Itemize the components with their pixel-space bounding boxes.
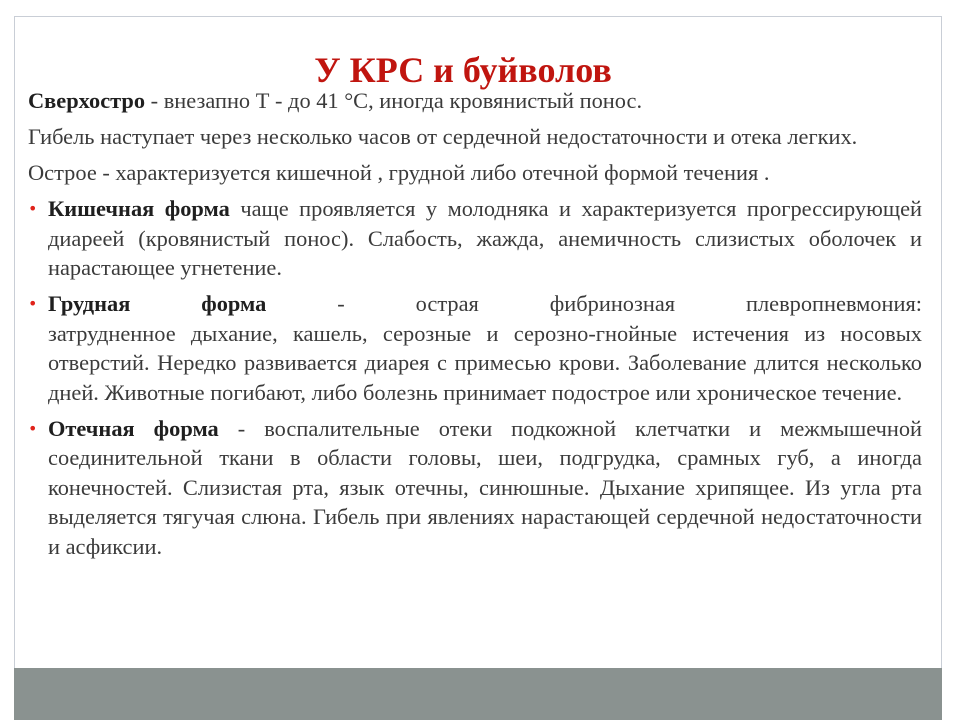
thoracic-form-term: Грудная форма [48, 291, 267, 316]
death-paragraph: Гибель наступает через несколько часов от сердечной недостаточности и отека легких. [28, 124, 858, 149]
bullet-dot-icon: • [28, 294, 38, 313]
slide-body [28, 86, 922, 568]
edematous-form-text: - воспалительные отеки подкожной клетчатки и межмышечной соединительной ткани в области головы, шеи, подгрудка, срамных губ, а иногда конечностей. Слизистая рта, язык отечны, синюшные. Дыхание хрипящее. Из угла рта выделяется тягучая слюна. Гибель при явлениях нарастающей сердечной недостаточности и асфиксии. [48, 415, 923, 559]
acute-paragraph: Острое - характеризуется кишечной , грудной либо отечной формой течения . [28, 160, 770, 185]
intestinal-form-term: Кишечная форма [48, 196, 230, 221]
bullet-dot-icon: • [28, 199, 38, 218]
peracute-paragraph [28, 86, 922, 116]
bullet-dot-icon: • [28, 418, 38, 438]
footer-band [14, 668, 942, 720]
peracute-text: - внезапно Т - до 41 °С, иногда кровянистый понос. [145, 88, 643, 113]
intestinal-form-text: чаще проявляется у молодняка и характеризуется прогрессирующей диареей (кровянистый понос). Слабость, жажда, анемичность слизистых оболочек и нарастающее угнетение. [48, 196, 923, 280]
thoracic-form-text: затрудненное дыхание, кашель, серозные и серозно-гнойные истечения из носовых отверстий. Нередко развивается диарея с примесью крови. Заболевание длится несколько дней. Животные погибают, либо болезнь принимает подострое или хроническое течение. [48, 320, 922, 405]
slide-title: У КРС и буйволов [314, 50, 612, 90]
peracute-term: Сверхостро [28, 88, 146, 113]
bullet-intestinal-form [28, 194, 922, 283]
bullet-thoracic-form [28, 289, 922, 407]
bullet-edematous-form [28, 414, 922, 562]
edematous-form-term: Отечная форма [48, 415, 219, 441]
thoracic-form-first-line [48, 289, 922, 319]
thoracic-form-lead: - острая фибринозная плевропневмония: [266, 291, 922, 316]
